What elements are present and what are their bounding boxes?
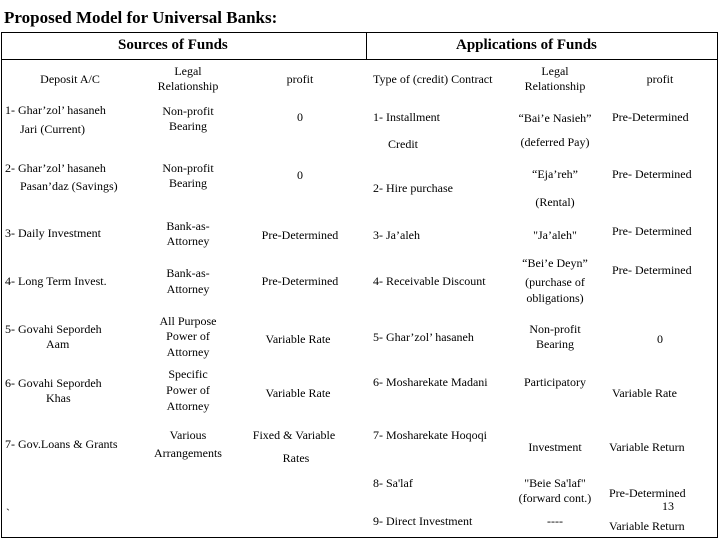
app-contract: 8- Sa'laf <box>373 476 413 490</box>
source-deposit: Pasan’daz (Savings) <box>20 179 118 193</box>
app-profit: Pre- Determined <box>612 167 692 181</box>
source-deposit: 2- Ghar’zol’ hasaneh <box>5 161 106 175</box>
app-legal: “Bei’e Deyn” <box>522 256 588 270</box>
source-legal: Bank-as- <box>166 266 210 280</box>
page-title: Proposed Model for Universal Banks: <box>4 8 278 27</box>
source-legal: Attorney <box>166 345 210 359</box>
app-legal: "Ja’aleh" <box>533 228 577 242</box>
source-legal: Bearing <box>169 176 207 190</box>
app-legal: (purchase of <box>525 275 585 289</box>
sources-header: Sources of Funds <box>118 37 228 53</box>
page-number: 13 <box>662 499 674 513</box>
source-deposit: Khas <box>46 391 71 405</box>
stray-mark: ` <box>6 506 10 520</box>
source-profit: Pre-Determined <box>261 228 339 242</box>
source-profit: 0 <box>297 110 303 124</box>
app-legal: “Bai’e Nasieh” <box>518 111 592 125</box>
app-profit: Pre- Determined <box>612 263 692 277</box>
app-legal: (deferred Pay) <box>520 135 590 149</box>
source-profit: Variable Rate <box>265 386 331 400</box>
col-header-app-legal-line1: Legal <box>541 64 569 78</box>
app-legal: Investment <box>528 440 582 454</box>
table-frame <box>1 32 718 538</box>
source-deposit: 7- Gov.Loans & Grants <box>5 437 118 451</box>
source-deposit: 4- Long Term Invest. <box>5 274 107 288</box>
source-legal: Attorney <box>166 234 210 248</box>
app-contract: Credit <box>388 137 418 151</box>
app-profit: Pre-Determined <box>609 486 686 500</box>
col-header-legal-line1: Legal <box>174 64 202 78</box>
source-legal: Attorney <box>166 282 210 296</box>
app-contract: 3- Ja’aleh <box>373 228 420 242</box>
source-legal: Power of <box>166 329 210 343</box>
source-legal: Various <box>169 428 207 442</box>
col-header-profit: profit <box>286 72 314 86</box>
source-deposit: Jari (Current) <box>20 122 85 136</box>
app-contract: 9- Direct Investment <box>373 514 473 528</box>
app-contract: 1- Installment <box>373 110 440 124</box>
app-profit: Variable Return <box>609 440 685 454</box>
source-legal: Non-profit <box>162 161 214 175</box>
app-legal: (forward cont.) <box>518 491 592 505</box>
source-profit: Pre-Determined <box>261 274 339 288</box>
source-legal: Attorney <box>166 399 210 413</box>
source-legal: Power of <box>166 383 210 397</box>
applications-header: Applications of Funds <box>456 37 597 53</box>
header-divider <box>366 33 367 60</box>
source-profit: Fixed & Variable <box>252 428 336 442</box>
app-contract: 2- Hire purchase <box>373 181 453 195</box>
app-legal: Participatory <box>524 375 586 389</box>
source-legal: Bearing <box>169 119 207 133</box>
source-legal: Arrangements <box>154 446 222 460</box>
source-deposit: 3- Daily Investment <box>5 226 101 240</box>
col-header-legal-line2: Relationship <box>157 79 219 93</box>
app-contract: 6- Mosharekate Madani <box>373 375 488 389</box>
app-legal: obligations) <box>526 291 584 305</box>
app-legal: Non-profit <box>529 322 581 336</box>
app-legal: “Eja’reh” <box>532 167 578 181</box>
source-profit: 0 <box>297 168 303 182</box>
source-profit: Rates <box>282 451 310 465</box>
app-contract: 7- Mosharekate Hoqoqi <box>373 428 487 442</box>
app-legal: ---- <box>547 514 563 528</box>
app-legal: "Beie Sa'laf" <box>524 476 586 490</box>
app-profit: 0 <box>657 332 663 346</box>
source-deposit: 1- Ghar’zol’ hasaneh <box>5 103 106 117</box>
col-header-app-legal-line2: Relationship <box>524 79 586 93</box>
source-legal: All Purpose <box>159 314 217 328</box>
col-header-deposit: Deposit A/C <box>40 72 100 86</box>
app-contract: 5- Ghar’zol’ hasaneh <box>373 330 474 344</box>
source-deposit: Aam <box>46 337 70 351</box>
app-legal: (Rental) <box>535 195 575 209</box>
source-deposit: 6- Govahi Sepordeh <box>5 376 102 390</box>
source-legal: Non-profit <box>162 104 214 118</box>
app-profit: Pre-Determined <box>612 110 689 124</box>
app-profit: Variable Rate <box>612 386 677 400</box>
header-rule <box>1 59 718 60</box>
source-deposit: 5- Govahi Sepordeh <box>5 322 102 336</box>
source-legal: Bank-as- <box>166 219 210 233</box>
app-contract: 4- Receivable Discount <box>373 274 486 288</box>
app-profit: Pre- Determined <box>612 224 692 238</box>
app-profit: Variable Return <box>609 519 685 533</box>
source-legal: Specific <box>168 367 208 381</box>
source-profit: Variable Rate <box>265 332 331 346</box>
col-header-app-profit: profit <box>646 72 674 86</box>
app-legal: Bearing <box>536 337 574 351</box>
col-header-contract: Type of (credit) Contract <box>373 72 493 86</box>
